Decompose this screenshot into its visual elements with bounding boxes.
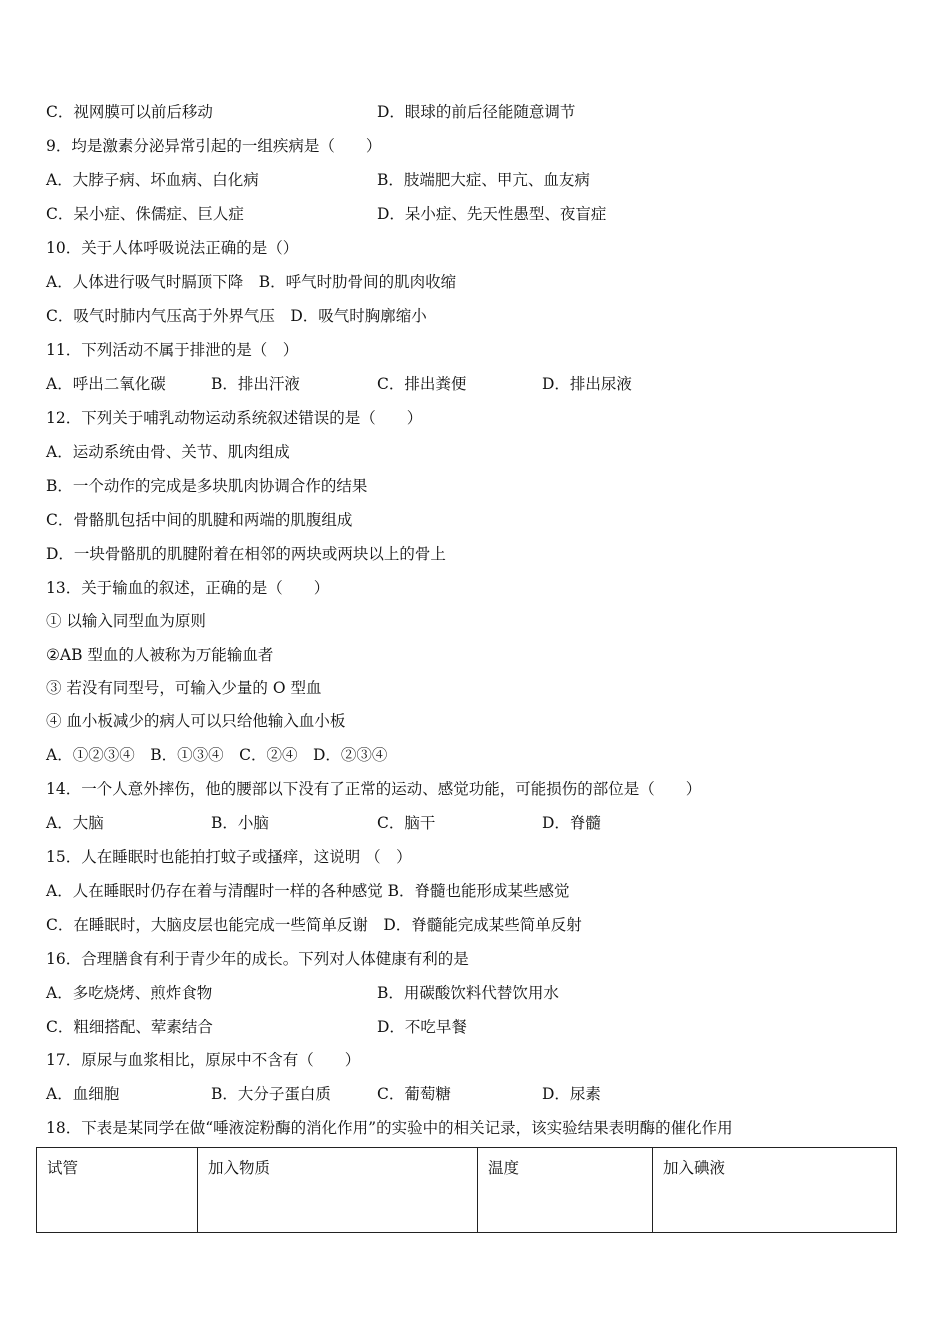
q10-options-ab: A．人体进行吸气时膈顶下降 B．呼气时肋骨间的肌肉收缩 xyxy=(46,273,457,291)
q14-option-c: C．脑干 xyxy=(377,814,436,832)
q16-stem: 16．合理膳食有利于青少年的成长。下列对人体健康有利的是 xyxy=(46,950,469,968)
q14-option-a: A．大脑 xyxy=(46,814,104,832)
q14-option-b: B．小脑 xyxy=(211,814,269,832)
q17-option-c: C．葡萄糖 xyxy=(377,1085,451,1103)
table-header-row xyxy=(37,1148,897,1233)
q15-options-cd: C．在睡眠时，大脑皮层也能完成一些简单反谢 D．脊髓能完成某些简单反射 xyxy=(46,916,582,934)
q14-option-d: D．脊髓 xyxy=(542,814,601,832)
q11-option-a: A．呼出二氧化碳 xyxy=(46,375,166,393)
q9-option-d: D．呆小症、先天性愚型、夜盲症 xyxy=(377,205,607,223)
q9-option-c: C．呆小症、侏儒症、巨人症 xyxy=(46,205,244,223)
q15-options-ab: A．人在睡眠时仍存在着与清醒时一样的各种感觉 B．脊髓也能形成某些感觉 xyxy=(46,882,570,900)
q17-stem: 17．原尿与血浆相比，原尿中不含有（ ） xyxy=(46,1051,361,1069)
q11-option-b: B．排出汗液 xyxy=(211,375,300,393)
q9-option-a: A．大脖子病、坏血病、白化病 xyxy=(46,171,259,189)
q16-option-b: B．用碳酸饮料代替饮用水 xyxy=(377,984,559,1002)
q11-stem: 11．下列活动不属于排泄的是（ ） xyxy=(46,341,299,359)
q12-option-b: B．一个动作的完成是多块肌肉协调合作的结果 xyxy=(46,477,368,495)
q13-statement-4: ④ 血小板减少的病人可以只给他输入血小板 xyxy=(46,712,346,730)
table-header-cell: 加入物质 xyxy=(198,1148,478,1233)
q13-options: A．①②③④ B．①③④ C．②④ D．②③④ xyxy=(46,746,388,764)
q13-statement-2: ②AB 型血的人被称为万能输血者 xyxy=(46,646,274,664)
q18-stem: 18．下表是某同学在做“唾液淀粉酶的消化作用”的实验中的相关记录，该实验结果表明酶的催化作用 xyxy=(46,1119,733,1137)
q15-stem: 15．人在睡眠时也能拍打蚊子或搔痒，这说明 （ ） xyxy=(46,848,412,866)
q8-option-c: C．视网膜可以前后移动 xyxy=(46,103,213,121)
q13-statement-1: ① 以输入同型血为原则 xyxy=(46,612,206,630)
q16-option-d: D．不吃早餐 xyxy=(377,1018,467,1036)
q13-statement-3: ③ 若没有同型号，可输入少量的 O 型血 xyxy=(46,679,322,697)
experiment-table xyxy=(36,1147,897,1233)
q8-option-d: D．眼球的前后径能随意调节 xyxy=(377,103,576,121)
q9-stem: 9．均是激素分泌异常引起的一组疾病是（ ） xyxy=(46,137,382,155)
q13-stem: 13．关于输血的叙述，正确的是（ ） xyxy=(46,579,330,597)
q11-option-d: D．排出尿液 xyxy=(542,375,632,393)
q17-option-d: D．尿素 xyxy=(542,1085,601,1103)
q12-option-a: A．运动系统由骨、关节、肌肉组成 xyxy=(46,443,290,461)
table-header-cell: 温度 xyxy=(478,1148,653,1233)
q14-stem: 14．一个人意外摔伤，他的腰部以下没有了正常的运动、感觉功能，可能损伤的部位是（ ） xyxy=(46,780,702,798)
table-header-cell: 加入碘液 xyxy=(653,1148,897,1233)
q12-stem: 12．下列关于哺乳动物运动系统叙述错误的是（ ） xyxy=(46,409,423,427)
q16-option-c: C．粗细搭配、荤素结合 xyxy=(46,1018,213,1036)
q17-option-b: B．大分子蛋白质 xyxy=(211,1085,331,1103)
q16-option-a: A．多吃烧烤、煎炸食物 xyxy=(46,984,213,1002)
q17-option-a: A．血细胞 xyxy=(46,1085,120,1103)
q10-stem: 10．关于人体呼吸说法正确的是（） xyxy=(46,239,299,257)
q12-option-c: C．骨骼肌包括中间的肌腱和两端的肌腹组成 xyxy=(46,511,353,529)
q10-options-cd: C．吸气时肺内气压高于外界气压 D．吸气时胸廓缩小 xyxy=(46,307,427,325)
q11-option-c: C．排出粪便 xyxy=(377,375,467,393)
q9-option-b: B．肢端肥大症、甲亢、血友病 xyxy=(377,171,590,189)
q12-option-d: D．一块骨骼肌的肌腱附着在相邻的两块或两块以上的骨上 xyxy=(46,545,446,563)
table-header-cell: 试管 xyxy=(37,1148,198,1233)
